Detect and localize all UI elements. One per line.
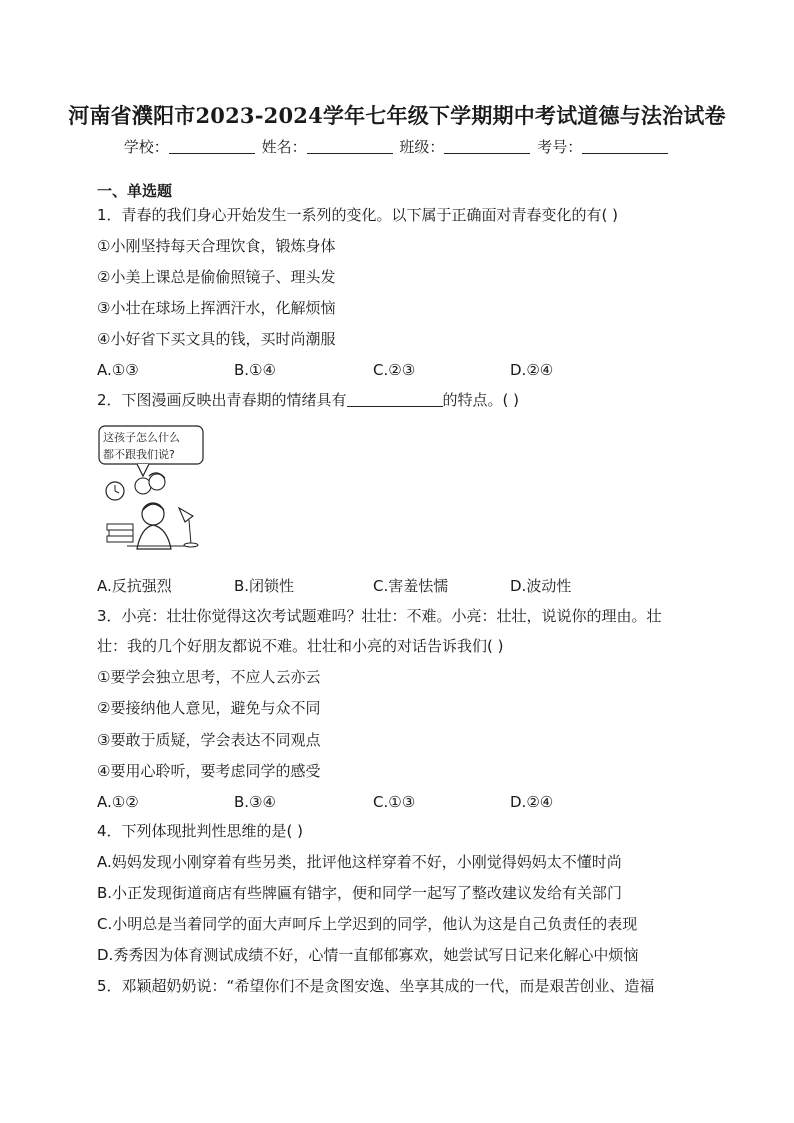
- q2-option-c: C.害羞怯懦: [373, 577, 449, 595]
- q5-stem: 5．邓颖超奶奶说：“希望你们不是贪图安逸、坐享其成的一代，而是艰苦创业、造福: [97, 977, 655, 995]
- q3-item: ④要用心聆听，要考虑同学的感受: [97, 762, 321, 780]
- student-info-row: [0, 136, 794, 157]
- q2-stem-pre: 2．下图漫画反映出青春期的情绪具有: [97, 391, 347, 409]
- q1-stem: 1．青春的我们身心开始发生一系列的变化。以下属于正确面对青春变化的有( ): [97, 206, 619, 224]
- q4-option-b: B.小正发现街道商店有些牌匾有错字，便和同学一起写了整改建议发给有关部门: [97, 884, 623, 902]
- q3-stem-line-1: 3．小亮：壮壮你觉得这次考试题难吗？壮壮：不难。小亮：壮壮，说说你的理由。壮: [97, 607, 662, 625]
- q3-stem-line-2: 壮：我的几个好朋友都说不难。壮壮和小亮的对话告诉我们( ): [97, 637, 504, 655]
- q3-option-a: A.①②: [97, 793, 139, 811]
- name-label: 姓名：: [261, 138, 307, 156]
- q3-option-d: D.②④: [510, 793, 554, 811]
- q1-item: ①小刚坚持每天合理饮食，锻炼身体: [97, 237, 336, 255]
- cartoon-text-line-2: 都不跟我们说?: [103, 448, 175, 461]
- q1-option-a: A.①③: [97, 361, 139, 379]
- q1-item: ②小美上课总是偷偷照镜子、理头发: [97, 268, 336, 286]
- exam-number-blank: [582, 139, 668, 154]
- q2-option-d: D.波动性: [510, 577, 572, 595]
- q2-answer-blank: [347, 392, 443, 407]
- q1-item: ④小好省下买文具的钱，买时尚潮服: [97, 330, 336, 348]
- school-blank: [169, 139, 255, 154]
- section-heading: 一、单选题: [97, 182, 173, 200]
- q2-option-b: B.闭锁性: [234, 577, 295, 595]
- q3-option-b: B.③④: [234, 793, 276, 811]
- q2-stem: [97, 390, 519, 410]
- q3-item: ②要接纳他人意见，避免与众不同: [97, 699, 321, 717]
- q3-option-c: C.①③: [373, 793, 416, 811]
- q4-option-a: A.妈妈发现小刚穿着有些另类，批评他这样穿着不好，小刚觉得妈妈太不懂时尚: [97, 853, 622, 871]
- q4-stem: 4．下列体现批判性思维的是( ): [97, 822, 304, 840]
- q1-item: ③小壮在球场上挥洒汗水，化解烦恼: [97, 299, 336, 317]
- q3-item: ①要学会独立思考，不应人云亦云: [97, 668, 321, 686]
- q1-option-c: C.②③: [373, 361, 416, 379]
- q2-option-a: A.反抗强烈: [97, 577, 172, 595]
- cartoon-image: [97, 424, 207, 554]
- q1-option-b: B.①④: [234, 361, 276, 379]
- school-label: 学校：: [123, 138, 169, 156]
- cartoon-text-line-1: 这孩子怎么什么: [103, 431, 180, 444]
- q4-option-c: C.小明总是当着同学的面大声呵斥上学迟到的同学，他认为这是自己负责任的表现: [97, 915, 638, 933]
- q4-option-d: D.秀秀因为体育测试成绩不好，心情一直郁郁寡欢，她尝试写日记来化解心中烦恼: [97, 946, 639, 964]
- exam-title: 河南省濮阳市2023-2024学年七年级下学期期中考试道德与法治试卷: [68, 103, 726, 128]
- class-label: 班级：: [399, 138, 445, 156]
- name-blank: [307, 139, 393, 154]
- q2-stem-post: 的特点。( ): [442, 391, 520, 409]
- q3-item: ③要敢于质疑，学会表达不同观点: [97, 731, 321, 749]
- exam-number-label: 考号：: [537, 138, 583, 156]
- q1-option-d: D.②④: [510, 361, 554, 379]
- class-blank: [444, 139, 530, 154]
